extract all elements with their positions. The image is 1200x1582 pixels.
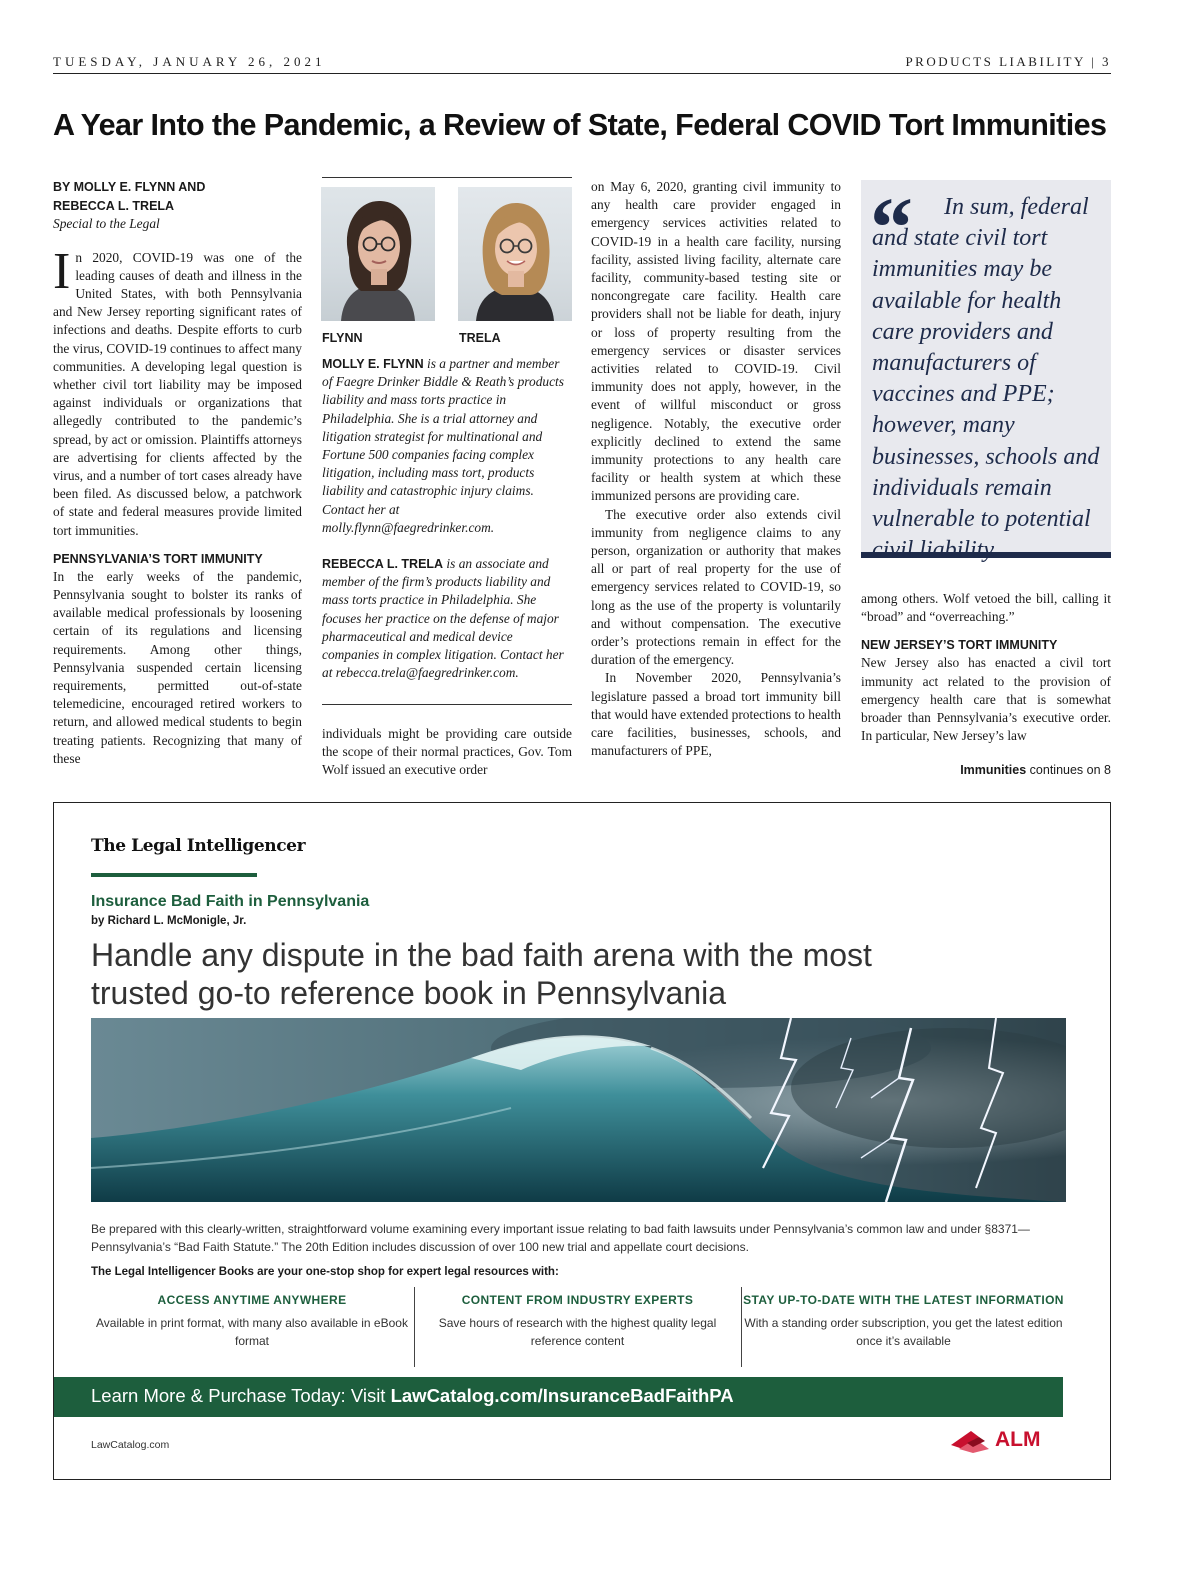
quote-mark-icon: “	[870, 179, 913, 275]
column-3-paragraph-3: In November 2020, Pennsylvania’s legislature passed a broad tort immunity bill that would have extended protections to health care facilities, businesses, schools, and manufacturers of PPE,	[591, 670, 841, 759]
feature-heading: ACCESS ANYTIME ANYWHERE	[157, 1293, 347, 1307]
pull-quote	[861, 179, 1111, 564]
feature-access-anytime	[91, 1287, 413, 1367]
column-4-paragraph-1: among others. Wolf vetoed the bill, calling it “broad” and “overreaching.”	[861, 591, 1111, 625]
alm-logo	[949, 1427, 1065, 1455]
article-headline: A Year Into the Pandemic, a Review of State, Federal COVID Tort Immunities	[53, 108, 1107, 142]
author-photo-flynn	[321, 187, 435, 321]
legal-intelligencer-logo: The Legal Intelligencer	[91, 836, 306, 856]
logo-underline	[91, 873, 257, 877]
bio-trela	[322, 555, 572, 682]
jump-keyword: Immunities	[960, 763, 1027, 777]
jump-line	[960, 763, 1111, 777]
intro-text: n 2020, COVID-19 was one of the leading causes of death and illness in the United States, with both Pennsylvania and New Jersey reporting significant rates of infections and deaths. Despite efforts to curb the virus, COVID-19 continues to affect many communities. A developing legal question is whether civil tort liability may be imposed against individuals or organizations that allegedly contributed to the pandemic’s spread, by act or omission. Plaintiffs attorneys are advertising for clients affected by the virus, and a number of tort cases already have been filed. As discussed below, a patchwork of state and federal measures provide limited tort immunities.	[53, 249, 302, 538]
bio-text-trela: is an associate and member of the firm’s products liability and mass torts practice in Philadelphia. She focuses her practice on the defense of major pharmaceutical and medical device companies in complex litigation. Contact her at rebecca.trela@faegredrinker.com.	[322, 556, 564, 681]
section-page-label: PRODUCTS LIABILITY | 3	[905, 54, 1111, 69]
running-head	[53, 54, 1111, 74]
column-3-paragraph-2: The executive order also extends civil immunity from negligence claims to any person, organization or authority that makes all or part of real property for the use of emergency services related to COVID-19, so long as the use of the property is voluntarily and without compensation. The executive order’s protections remain in effect for the duration of the emergency.	[591, 506, 841, 668]
stormy-wave-image	[91, 1018, 1066, 1202]
wave-lightning-illustration	[91, 1018, 1066, 1202]
photo-caption-flynn: FLYNN	[322, 331, 363, 345]
author-photo-trela	[458, 187, 572, 321]
issue-date: TUESDAY, JANUARY 26, 2021	[53, 54, 326, 69]
ad-lead-line: The Legal Intelligencer Books are your one-stop shop for expert legal resources with:	[91, 1266, 559, 1278]
feature-body: Available in print format, with many also available in eBook format	[96, 1316, 408, 1348]
feature-industry-experts	[414, 1287, 740, 1367]
ad-book-title: Insurance Bad Faith in Pennsylvania	[91, 893, 370, 910]
feature-heading: STAY UP-TO-DATE WITH THE LATEST INFORMATION	[743, 1293, 1064, 1307]
cta-text: Learn More & Purchase Today: Visit	[91, 1385, 391, 1406]
feature-body: With a standing order subscription, you get the latest edition once it’s available	[744, 1316, 1063, 1348]
feature-latest-information	[741, 1287, 1065, 1367]
article-column-3	[591, 178, 841, 761]
byline-line-1: BY MOLLY E. FLYNN AND	[53, 180, 206, 194]
intro-paragraph	[53, 242, 302, 540]
bios-bottom-rule	[322, 704, 572, 705]
byline-special: Special to the Legal	[53, 216, 160, 231]
bio-flynn	[322, 355, 572, 537]
pennsylvania-paragraph: In the early weeks of the pandemic, Pennsylvania sought to bolster its ranks of available medical professionals by loosening certain of its regulations and licensing requirements. Among other things, Pennsylvania suspended certain licensing requirements, permitted out-of-state telemedicine, encouraged retired workers to return, and allowed medical students to begin treating patients. Recognizing that many of these	[53, 568, 302, 766]
photo-caption-trela: TRELA	[459, 331, 501, 345]
ad-description: Be prepared with this clearly-written, straightforward volume examining every important issue relating to bad faith lawsuits under Pennsylvania’s common law and under §8371—Pennsylvania’s “Bad Faith Statute.” The 20th Edition includes discussion of over 100 new trial and appellate court decisions.	[91, 1222, 1030, 1254]
feature-heading: CONTENT FROM INDUSTRY EXPERTS	[461, 1293, 694, 1307]
article-column-1	[53, 178, 302, 768]
column-2-continuation: individuals might be providing care outside the scope of their normal practices, Gov. Tom Wolf issued an executive order	[322, 726, 572, 778]
byline-line-2: REBECCA L. TRELA	[53, 198, 175, 213]
subhead-new-jersey: NEW JERSEY’S TORT IMMUNITY	[861, 638, 1058, 653]
bio-name-trela: REBECCA L. TRELA	[322, 557, 444, 572]
portrait-illustration-flynn	[321, 187, 435, 321]
subhead-pennsylvania: PENNSYLVANIA’S TORT IMMUNITY	[53, 551, 263, 566]
bio-name-flynn: MOLLY E. FLYNN	[322, 357, 424, 371]
advertisement	[53, 802, 1111, 1480]
pull-quote-text: In sum, federal and state civil tort immunities may be available for health care providers and manufacturers of vaccines and PPE; however, many businesses, schools and individuals remain vulnerable to potential civil liability.	[872, 194, 1100, 564]
author-bios	[322, 355, 572, 700]
column-3-paragraph-1: on May 6, 2020, granting civil immunity to any health care provider engaged in emergency services activities related to COVID-19 in a health care facility, nursing facility, assisted living facility, alternate care facility, community-based testing site or noncongregate care facility. Health care providers shall not be liable for death, injury or loss of property resulting from the emergency services or disaster services activities related to COVID-19. Civil immunity does not apply, however, in the event of willful misconduct or gross negligence. Notably, the executive order explicitly declined to extend the same immunity protections to any health care facility or health system at which these immunized persons are providing care.	[591, 179, 841, 504]
call-to-action-banner[interactable]	[54, 1377, 1063, 1417]
new-jersey-paragraph: New Jersey also has enacted a civil tort immunity act related to the provision of emergency health care that is somewhat broader than Pennsylvania’s executive order. In particular, New Jersey’s law	[861, 655, 1111, 744]
ad-book-author: by Richard L. McMonigle, Jr.	[91, 915, 247, 927]
bio-text-flynn: is a partner and member of Faegre Drinker Biddle & Reath’s products liability and mass torts practice in Philadelphia. She is a trial attorney and litigation strategist for multinational and Fortune 500 companies facing complex litigation, including mass tort, products liability and catastrophic injury claims. Contact her at molly.flynn@faegredrinker.com.	[322, 356, 564, 535]
jump-text: continues on 8	[1026, 763, 1111, 777]
photo-top-rule	[322, 177, 572, 178]
ad-headline: Handle any dispute in the bad faith arena with the most trusted go-to reference book in Pennsylvania	[91, 937, 872, 1011]
footer-url[interactable]: LawCatalog.com	[91, 1439, 170, 1451]
feature-body: Save hours of research with the highest quality legal reference content	[438, 1316, 717, 1348]
alm-mark-icon	[949, 1427, 993, 1455]
drop-cap: I	[53, 242, 71, 300]
cta-link[interactable]: LawCatalog.com/InsuranceBadFaithPA	[390, 1385, 734, 1406]
portrait-illustration-trela	[458, 187, 572, 321]
article-column-4	[861, 590, 1111, 745]
alm-wordmark: ALM	[995, 1428, 1041, 1451]
